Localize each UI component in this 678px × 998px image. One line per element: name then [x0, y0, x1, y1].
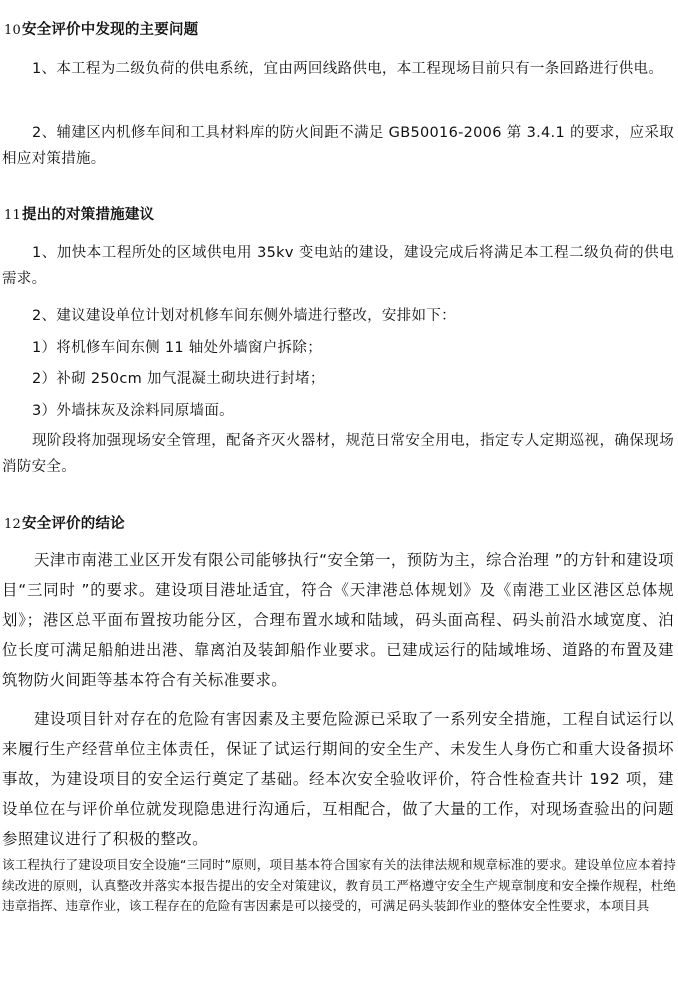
- section-11-item-1: 1、加快本工程所处的区域供电用 35kv 变电站的建设，建设完成后将满足本工程二级负荷的供电需求。: [2, 245, 674, 287]
- section-12-paragraph-3: 该工程执行了建设项目安全设施“三同时”原则，项目基本符合国家有关的法律法规和规章标准的要求。建设单位应本着持续改进的原则，认真整改并落实本报告提出的安全对策建议，教育员工严格遵守安全生产规章制度和安全操作规程，杜绝违章指挥、违章作业，该工程存在的危险有害因素是可以接受的，可满足码头装卸作业的整体安全性要求，本项目具: [2, 857, 676, 913]
- section-10-heading: [4, 18, 198, 39]
- section-11-heading: [4, 203, 154, 224]
- section-10-item-1: 1、本工程为二级负荷的供电系统，宜由两回线路供电，本工程现场目前只有一条回路进行供电。: [32, 61, 664, 77]
- section-12-title: 安全评价的结论: [21, 516, 125, 532]
- section-11-item-2: 2、建议建设单位计划对机修车间东侧外墙进行整改，安排如下：: [32, 308, 456, 324]
- section-11-sub-item-1: 1）将机修车间东侧 11 轴处外墙窗户拆除；: [32, 340, 322, 356]
- section-11-sub-item-3: 3）外墙抹灰及涂料同原墙面。: [32, 403, 234, 419]
- section-12-number: 12: [4, 517, 21, 532]
- section-10-title: 安全评价中发现的主要问题: [21, 22, 199, 38]
- section-10-number: 10: [4, 23, 21, 38]
- section-11-number: 11: [4, 208, 21, 223]
- section-11-title: 提出的对策措施建议: [21, 207, 155, 223]
- section-11-sub-item-2: 2）补砌 250cm 加气混凝土砌块进行封堵；: [32, 371, 325, 387]
- section-12-paragraph-1: 天津市南港工业区开发有限公司能够执行“安全第一，预防为主，综合治理 ”的方针和建设项目“三同时 ”的要求。建设项目港址适宜，符合《天津港总体规划》及《南港工业区港区总体规划》；港区总平面布置按功能分区，合理布置水域和陆域，码头面高程、码头前沿水域宽度、泊位长度可满足船舶进出港、靠离泊及装卸船作业要求。已建成运行的陆域堆场、道路的布置及建筑物防火间距等基本符合有关标准要求。: [2, 551, 674, 689]
- section-12-heading: [4, 512, 125, 533]
- section-11-note: 现阶段将加强现场安全管理，配备齐灭火器材，规范日常安全用电，指定专人定期巡视，确保现场消防安全。: [2, 433, 674, 475]
- section-12-paragraph-2: 建设项目针对存在的危险有害因素及主要危险源已采取了一系列安全措施，工程自试运行以来履行生产经营单位主体责任，保证了试运行期间的安全生产、未发生人身伤亡和重大设备损坏事故，为建设项目的安全运行奠定了基础。经本次安全验收评价，符合性检查共计 192 项，建设单位在与评价单位就发现隐患进行沟通后，互相配合，做了大量的工作，对现场查验出的问题参照建议进行了积极的整改。: [2, 710, 674, 848]
- section-10-item-2: 2、辅建区内机修车间和工具材料库的防火间距不满足 GB50016-2006 第 3.4.1 的要求，应采取相应对策措施。: [2, 125, 674, 167]
